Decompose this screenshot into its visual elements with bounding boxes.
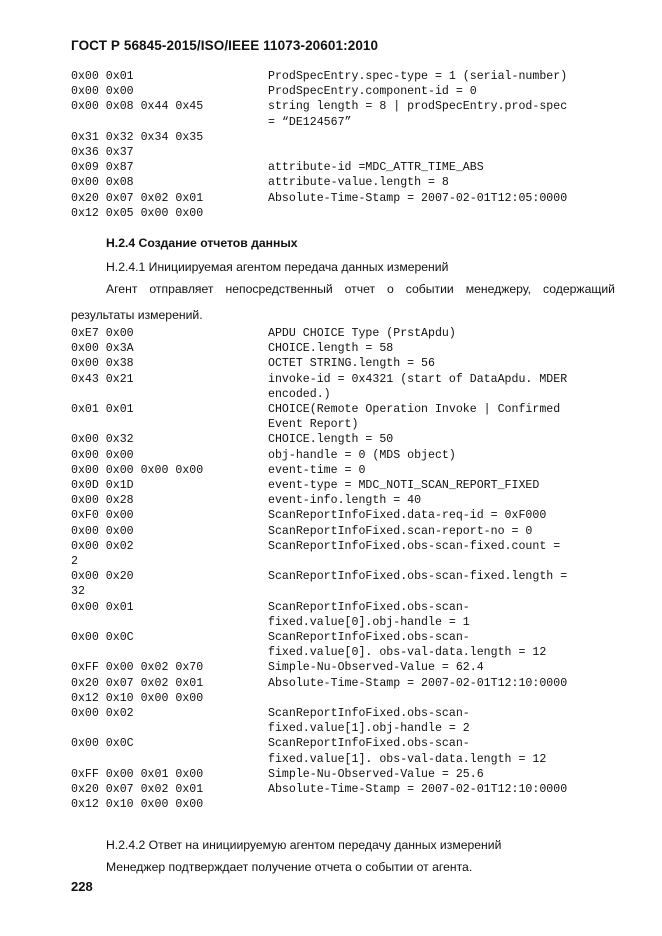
code-row	[71, 84, 618, 99]
hex-bytes: 0x00 0x32	[71, 433, 134, 447]
hex-bytes: 0x00 0x0C	[71, 631, 134, 645]
field-description: ScanReportInfoFixed.obs-scan- fixed.value[0].obj-handle = 1	[268, 600, 470, 629]
hex-bytes: 0x01 0x01	[71, 403, 134, 417]
code-row-continuation	[71, 554, 618, 569]
code-row	[71, 569, 618, 584]
code-row	[71, 448, 618, 463]
code-row	[71, 508, 618, 523]
hex-bytes: 0x09 0x87	[71, 161, 134, 175]
hex-bytes: 0x0D 0x1D	[71, 479, 134, 493]
paragraph-1: Агент отправляет непосредственный отчет о событии менеджеру, содержащий результаты измерений.	[71, 282, 615, 322]
hex-bytes: 0x00 0x0C	[71, 737, 134, 751]
field-description: Absolute-Time-Stamp = 2007-02-01T12:10:0000	[268, 676, 568, 690]
field-description: ScanReportInfoFixed.obs-scan- fixed.value[0]. obs-val-data.length = 12	[268, 631, 547, 660]
section-heading: H.2.4 Создание отчетов данных	[106, 236, 298, 250]
code-row	[71, 206, 618, 221]
field-description: OCTET STRING.length = 56	[268, 357, 435, 371]
field-description: ScanReportInfoFixed.obs-scan- fixed.value[1]. obs-val-data.length = 12	[268, 737, 547, 766]
field-description: ScanReportInfoFixed.obs-scan-fixed.count =	[268, 539, 561, 553]
hex-bytes: 0x20 0x07 0x02 0x01	[71, 676, 204, 690]
code-row	[71, 356, 618, 371]
code-row-continuation	[71, 584, 618, 599]
hex-bytes: 0xFF 0x00 0x02 0x70	[71, 661, 204, 675]
hex-bytes: 0x00 0x00	[71, 85, 134, 99]
field-description: ScanReportInfoFixed.data-req-id = 0xF000	[268, 509, 547, 523]
field-description: ScanReportInfoFixed.obs-scan-fixed.length =	[268, 570, 568, 584]
field-description-continuation: 2	[71, 555, 78, 569]
field-description: string length = 8 | prodSpecEntry.prod-spec = “DE124567”	[268, 100, 568, 129]
field-description: APDU CHOICE Type (PrstApdu)	[268, 327, 456, 340]
field-description: attribute-id =MDC_ATTR_TIME_ABS	[268, 161, 484, 175]
code-row	[71, 463, 618, 478]
hex-bytes: 0x00 0x28	[71, 494, 134, 508]
hex-bytes: 0x36 0x37	[71, 146, 134, 160]
code-row	[71, 341, 618, 356]
code-row	[71, 145, 618, 160]
hex-bytes: 0x00 0x00	[71, 448, 134, 462]
hex-bytes: 0x00 0x08	[71, 176, 134, 190]
code-row	[71, 69, 618, 84]
hex-bytes: 0x12 0x05 0x00 0x00	[71, 206, 204, 220]
code-row	[71, 175, 618, 190]
field-description: ProdSpecEntry.spec-type = 1 (serial-number)	[268, 70, 568, 83]
code-row	[71, 372, 618, 402]
hex-bytes: 0x12 0x10 0x00 0x00	[71, 798, 204, 812]
code-block-1	[71, 69, 618, 221]
hex-bytes: 0x00 0x38	[71, 357, 134, 371]
hex-bytes: 0x00 0x00 0x00 0x00	[71, 463, 204, 477]
field-description: CHOICE(Remote Operation Invoke | Confirmed Event Report)	[268, 403, 561, 432]
field-description: obj-handle = 0 (MDS object)	[268, 448, 456, 462]
code-row	[71, 676, 618, 691]
code-row	[71, 326, 618, 341]
hex-bytes: 0x00 0x20	[71, 570, 134, 584]
hex-bytes: 0x12 0x10 0x00 0x00	[71, 691, 204, 705]
code-row	[71, 630, 618, 660]
code-row	[71, 691, 618, 706]
code-row	[71, 539, 618, 554]
field-description: event-type = MDC_NOTI_SCAN_REPORT_FIXED	[268, 479, 540, 493]
code-row	[71, 600, 618, 630]
code-row	[71, 736, 618, 766]
hex-bytes: 0x00 0x01	[71, 70, 134, 83]
field-description: invoke-id = 0x4321 (start of DataApdu. MDER encoded.)	[268, 372, 568, 401]
hex-bytes: 0x00 0x08 0x44 0x45	[71, 100, 204, 114]
field-description: ProdSpecEntry.component-id = 0	[268, 85, 477, 99]
code-row	[71, 706, 618, 736]
hex-bytes: 0x00 0x01	[71, 600, 134, 614]
hex-bytes: 0x00 0x3A	[71, 342, 134, 356]
hex-bytes: 0x00 0x02	[71, 539, 134, 553]
field-description: event-time = 0	[268, 463, 366, 477]
field-description: attribute-value.length = 8	[268, 176, 449, 190]
code-row	[71, 130, 618, 145]
code-row	[71, 782, 618, 797]
code-row	[71, 524, 618, 539]
hex-bytes: 0x31 0x32 0x34 0x35	[71, 130, 204, 144]
field-description: event-info.length = 40	[268, 494, 422, 508]
field-description-continuation: 32	[71, 585, 85, 599]
code-row	[71, 432, 618, 447]
code-row	[71, 160, 618, 175]
field-description: CHOICE.length = 50	[268, 433, 394, 447]
field-description: Simple-Nu-Observed-Value = 25.6	[268, 767, 484, 781]
hex-bytes: 0x00 0x00	[71, 524, 134, 538]
code-row	[71, 493, 618, 508]
hex-bytes: 0x00 0x02	[71, 707, 134, 721]
code-block-2	[71, 326, 618, 813]
hex-bytes: 0xE7 0x00	[71, 327, 134, 340]
field-description: Absolute-Time-Stamp = 2007-02-01T12:05:0000	[268, 191, 568, 205]
field-description: ScanReportInfoFixed.scan-report-no = 0	[268, 524, 533, 538]
code-row	[71, 191, 618, 206]
code-row	[71, 99, 618, 129]
hex-bytes: 0x20 0x07 0x02 0x01	[71, 783, 204, 797]
hex-bytes: 0x43 0x21	[71, 372, 134, 386]
subsection-title-2: H.2.4.2 Ответ на инициируемую агентом передачу данных измерений	[106, 838, 502, 852]
field-description: ScanReportInfoFixed.obs-scan- fixed.value[1].obj-handle = 2	[268, 707, 470, 736]
document-header: ГОСТ Р 56845-2015/ISO/IEEE 11073-20601:2010	[71, 38, 379, 53]
hex-bytes: 0xFF 0x00 0x01 0x00	[71, 767, 204, 781]
page-number: 228	[71, 879, 93, 894]
hex-bytes: 0xF0 0x00	[71, 509, 134, 523]
code-row	[71, 797, 618, 812]
field-description: CHOICE.length = 58	[268, 342, 394, 356]
code-row	[71, 767, 618, 782]
field-description: Simple-Nu-Observed-Value = 62.4	[268, 661, 484, 675]
code-row	[71, 660, 618, 675]
hex-bytes: 0x20 0x07 0x02 0x01	[71, 191, 204, 205]
code-row	[71, 402, 618, 432]
subsection-title-1: H.2.4.1 Инициируемая агентом передача данных измерений	[106, 260, 449, 274]
paragraph-2: Менеджер подтверждает получение отчета о событии от агента.	[106, 860, 473, 874]
field-description: Absolute-Time-Stamp = 2007-02-01T12:10:0000	[268, 783, 568, 797]
code-row	[71, 478, 618, 493]
